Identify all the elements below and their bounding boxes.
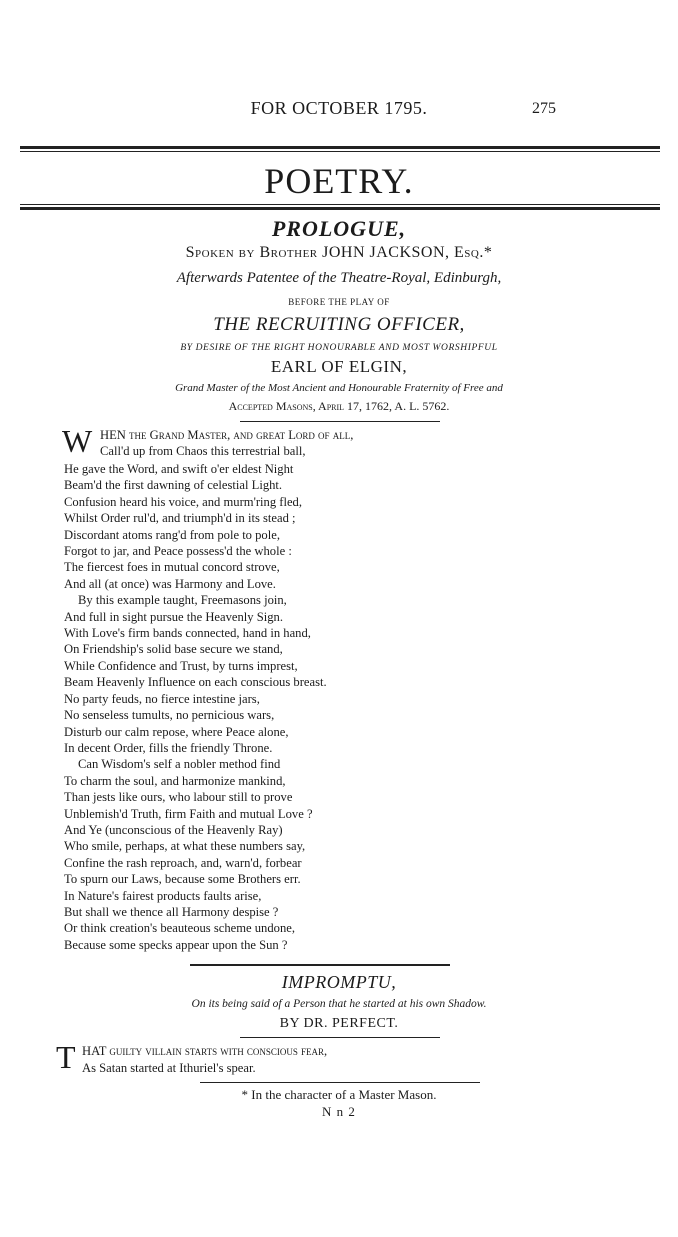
footnote: * In the character of a Master Mason. bbox=[241, 1087, 437, 1102]
poem-line: Whilst Order rul'd, and triumph'd in its stead ; bbox=[64, 511, 296, 526]
page-number: 275 bbox=[532, 100, 556, 117]
poem-line: Beam Heavenly Influence on each conscious breast. bbox=[64, 675, 327, 690]
prologue-poem bbox=[64, 461, 327, 953]
impromptu-line-2: As Satan started at Ithuriel's spear. bbox=[82, 1061, 256, 1075]
poem-line: The fiercest foes in mutual concord strove, bbox=[64, 560, 280, 575]
signature-mark: N n 2 bbox=[322, 1104, 356, 1119]
prologue-divider bbox=[240, 421, 440, 422]
footnote-rule bbox=[200, 1082, 480, 1083]
title-rule-thick bbox=[20, 207, 660, 210]
poem-line: Because some specks appear upon the Sun ? bbox=[64, 937, 288, 952]
poem-line: And full in sight pursue the Heavenly Sign. bbox=[64, 609, 283, 624]
drop-cap-w: W bbox=[62, 423, 93, 459]
poem-line: No party feuds, no fierce intestine jars, bbox=[64, 691, 260, 706]
impromptu-author: BY DR. PERFECT. bbox=[279, 1016, 399, 1031]
poem-line: Discordant atoms rang'd from pole to pole, bbox=[64, 527, 280, 542]
earl-name: EARL OF ELGIN, bbox=[270, 357, 408, 376]
impromptu-occasion: On its being said of a Person that he started at his own Shadow. bbox=[191, 998, 487, 1010]
poem-line: Forgot to jar, and Peace possess'd the whole : bbox=[64, 544, 292, 559]
poem-line: On Friendship's solid base secure we stand, bbox=[64, 642, 283, 657]
poem-line: To spurn our Laws, because some Brothers err. bbox=[64, 872, 301, 887]
poem-line: Unblemish'd Truth, firm Faith and mutual Love ? bbox=[64, 806, 313, 821]
poem-line: No senseless tumults, no pernicious wars, bbox=[64, 708, 275, 723]
poem-line: Can Wisdom's self a nobler method find bbox=[78, 757, 281, 772]
play-title: THE RECRUITING OFFICER, bbox=[213, 314, 465, 335]
poem-line: With Love's firm bands connected, hand in hand, bbox=[64, 626, 311, 641]
section-divider bbox=[190, 964, 450, 966]
poem-line: But shall we thence all Harmony despise ? bbox=[64, 904, 279, 919]
poem-line: Who smile, perhaps, at what these numbers say, bbox=[64, 839, 306, 854]
poem-line: Or think creation's beauteous scheme undone, bbox=[64, 921, 295, 936]
header-rule-thick bbox=[20, 146, 660, 149]
prologue-desire: BY DESIRE OF THE RIGHT HONOURABLE AND MOST WORSHIPFUL bbox=[180, 343, 498, 353]
grand-master-line: Grand Master of the Most Ancient and Honourable Fraternity of Free and bbox=[175, 382, 503, 394]
prologue-speaker: Spoken by Brother JOHN JACKSON, Esq.* bbox=[185, 244, 493, 261]
section-title: POETRY. bbox=[264, 161, 414, 201]
prologue-patentee: Afterwards Patentee of the Theatre-Royal, Edinburgh, bbox=[176, 270, 502, 286]
poem-line: In Nature's fairest products faults arise, bbox=[64, 888, 262, 903]
accepted-masons-line: Accepted Masons, April 17, 1762, A. L. 5762. bbox=[228, 399, 450, 413]
poem-line: In decent Order, fills the friendly Throne. bbox=[64, 740, 273, 755]
poem-line: Than jests like ours, who labour still to prove bbox=[64, 790, 293, 805]
poem-line-2: Call'd up from Chaos this terrestrial ball, bbox=[100, 444, 306, 458]
poem-line-1: HEN the Grand Master, and great Lord of all, bbox=[100, 428, 354, 442]
poem-line: While Confidence and Trust, by turns imprest, bbox=[64, 658, 298, 673]
poem-line: By this example taught, Freemasons join, bbox=[78, 593, 287, 608]
poem-line: He gave the Word, and swift o'er eldest Night bbox=[64, 462, 294, 476]
poem-line: Beam'd the first dawning of celestial Light. bbox=[64, 478, 283, 493]
poem-line: And all (at once) was Harmony and Love. bbox=[64, 576, 276, 591]
poem-line: Disturb our calm repose, where Peace alone, bbox=[64, 724, 289, 739]
title-rule-thin bbox=[20, 204, 660, 205]
impromptu-line-1: HAT guilty villain starts with conscious fear, bbox=[82, 1044, 328, 1058]
header-rule-thin bbox=[20, 151, 660, 152]
prologue-title: PROLOGUE, bbox=[271, 216, 407, 241]
drop-cap-t: T bbox=[56, 1039, 76, 1075]
poem-line: Confusion heard his voice, and murm'ring fled, bbox=[64, 494, 303, 509]
impromptu-title: IMPROMPTU, bbox=[281, 972, 397, 992]
poem-line: And Ye (unconscious of the Heavenly Ray) bbox=[64, 822, 283, 837]
running-title: FOR OCTOBER 1795. bbox=[250, 98, 428, 118]
impromptu-divider bbox=[240, 1037, 440, 1038]
poem-line: Confine the rash reproach, and, warn'd, forbear bbox=[64, 855, 302, 870]
poem-line: To charm the soul, and harmonize mankind, bbox=[64, 773, 286, 788]
prologue-before: BEFORE THE PLAY OF bbox=[288, 297, 390, 307]
